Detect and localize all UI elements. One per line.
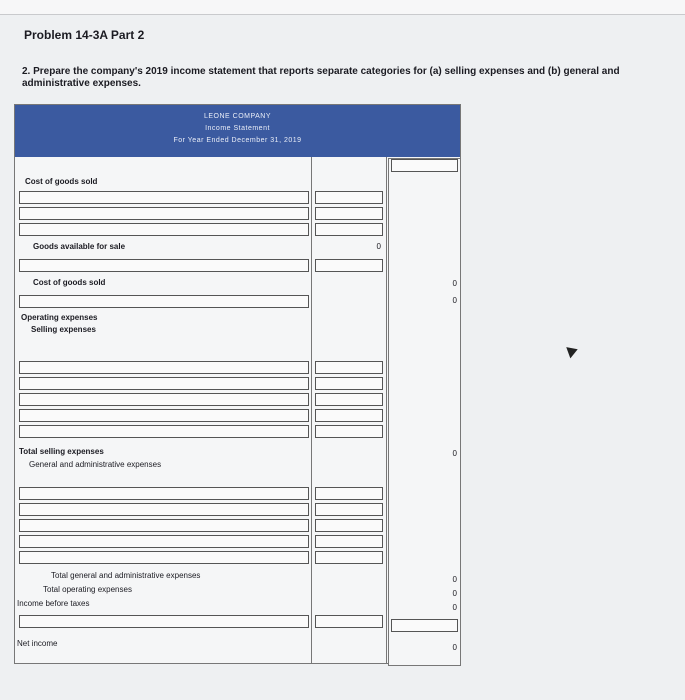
input-cell[interactable]	[315, 207, 383, 220]
input-cell[interactable]	[19, 361, 309, 374]
input-cell[interactable]	[391, 619, 458, 632]
input-cell[interactable]	[19, 519, 309, 532]
input-cell[interactable]	[315, 425, 383, 438]
goods-available-value: 0	[376, 242, 381, 251]
column-divider	[386, 157, 387, 663]
net-income-label: Net income	[17, 639, 58, 648]
input-cell[interactable]	[19, 615, 309, 628]
input-cell[interactable]	[315, 259, 383, 272]
gen-admin-label: General and administrative expenses	[29, 460, 162, 469]
statement-header	[15, 105, 460, 157]
column-divider	[311, 157, 312, 663]
input-cell[interactable]	[315, 409, 383, 422]
input-cell[interactable]	[19, 425, 309, 438]
statement-period: For Year Ended December 31, 2019	[173, 137, 302, 144]
goods-available-label: Goods available for sale	[33, 242, 126, 251]
input-cell[interactable]	[315, 191, 383, 204]
input-cell[interactable]	[19, 393, 309, 406]
instruction-text: 2. Prepare the company's 2019 income statement that reports separate categories for (a) selling expenses and (b) general and administrative expenses.	[22, 66, 620, 89]
input-cell[interactable]	[19, 377, 309, 390]
income-before-taxes-label: Income before taxes	[17, 599, 90, 608]
net-income-value: 0	[452, 643, 457, 652]
input-cell[interactable]	[315, 503, 383, 516]
company-name: LEONE COMPANY	[203, 113, 272, 120]
total-operating-value: 0	[452, 589, 457, 598]
page-title: Problem 14-3A Part 2	[24, 28, 145, 42]
input-cell[interactable]	[315, 487, 383, 500]
income-before-taxes-value: 0	[452, 603, 457, 612]
input-cell[interactable]	[19, 295, 309, 308]
input-cell[interactable]	[19, 503, 309, 516]
total-operating-label: Total operating expenses	[43, 585, 132, 594]
input-cell[interactable]	[315, 393, 383, 406]
total-selling-value: 0	[452, 449, 457, 458]
input-cell[interactable]	[315, 615, 383, 628]
input-cell[interactable]	[19, 487, 309, 500]
input-cell[interactable]	[315, 519, 383, 532]
input-cell[interactable]	[19, 535, 309, 548]
window-top-bar	[0, 0, 685, 15]
statement-name: Income Statement	[205, 125, 270, 132]
total-selling-label: Total selling expenses	[19, 447, 104, 456]
input-cell[interactable]	[315, 223, 383, 236]
input-cell[interactable]	[19, 191, 309, 204]
gross-value: 0	[452, 296, 457, 305]
mouse-cursor-icon	[566, 344, 580, 359]
totals-column	[388, 158, 461, 666]
input-cell[interactable]	[19, 223, 309, 236]
input-cell[interactable]	[19, 259, 309, 272]
total-gen-admin-value: 0	[452, 575, 457, 584]
operating-expenses-label: Operating expenses	[21, 313, 98, 322]
input-cell[interactable]	[19, 551, 309, 564]
input-cell[interactable]	[19, 207, 309, 220]
cogs-header-label: Cost of goods sold	[25, 177, 98, 186]
input-cell[interactable]	[315, 361, 383, 374]
input-cell[interactable]	[315, 535, 383, 548]
input-cell[interactable]	[391, 159, 458, 172]
cogs-label: Cost of goods sold	[33, 278, 106, 287]
selling-expenses-label: Selling expenses	[31, 325, 96, 334]
total-gen-admin-label: Total general and administrative expenses	[51, 571, 201, 580]
input-cell[interactable]	[315, 551, 383, 564]
input-cell[interactable]	[315, 377, 383, 390]
cogs-value: 0	[452, 279, 457, 288]
input-cell[interactable]	[19, 409, 309, 422]
